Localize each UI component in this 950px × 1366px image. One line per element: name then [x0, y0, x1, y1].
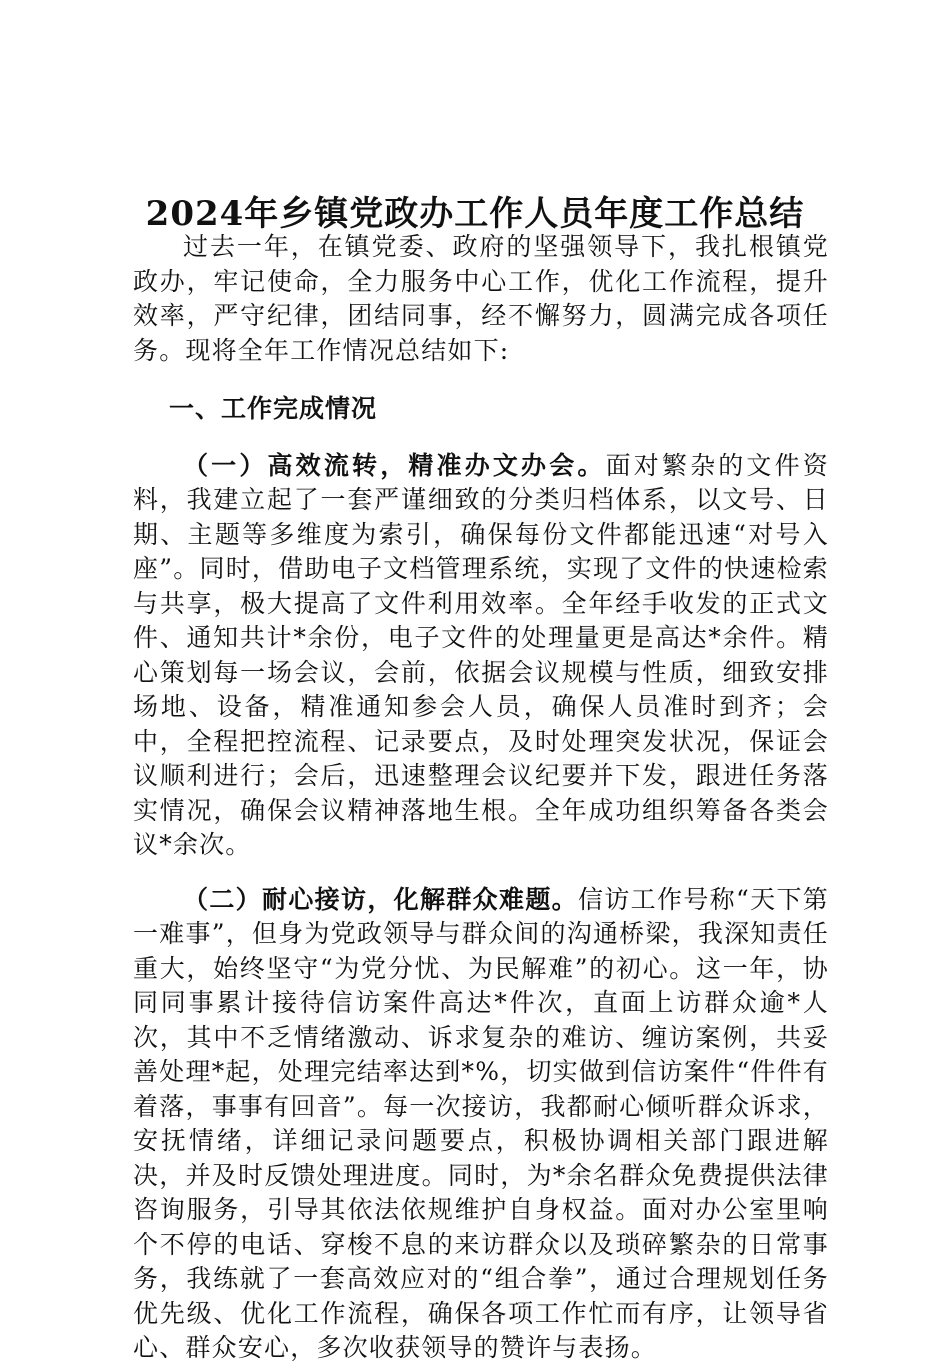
- item-body-2: 信访工作号称“天下第一难事”，但身为党政领导与群众间的沟通桥梁，我深知责任重大，始终坚守“为党分忧、为民解难”的初心。这一年，协同同事累计接待信访案件高达*件次，直面上访群众逾*人次，其中不乏情绪激动、诉求复杂的难访、缠访案例，共妥善处理*起，处理完结率达到*%，切实做到信访案件“件件有着落，事事有回音”。每一次接访，我都耐心倾听群众诉求，安抚情绪，详细记录问题要点，积极协调相关部门跟进解决，并及时反馈处理进度。同时，为*余名群众免费提供法律咨询服务，引导其依法依规维护自身权益。面对办公室里响个不停的电话、穿梭不息的来访群众以及琐碎繁杂的日常事务，我练就了一套高效应对的“组合拳”，通过合理规划任务优先级、优化工作流程，确保各项工作忙而有序，让领导省心、群众安心，多次收获领导的赞许与表扬。: [133, 884, 829, 1362]
- item-body-1: 面对繁杂的文件资料，我建立起了一套严谨细致的分类归档体系，以文号、日期、主题等多维度为索引，确保每份文件都能迅速“对号入座”。同时，借助电子文档管理系统，实现了文件的快速检索与共享，极大提高了文件利用效率。全年经手收发的正式文件、通知共计*余份，电子文件的处理量更是高达*余件。精心策划每一场会议，会前，依据会议规模与性质，细致安排场地、设备，精准通知参会人员，确保人员准时到齐；会中，全程把控流程、记录要点，及时处理突发状况，保证会议顺利进行；会后，迅速整理会议纪要并下发，跟进任务落实情况，确保会议精神落地生根。全年成功组织筹备各类会议*余次。: [133, 450, 829, 859]
- document-title: 2024年乡镇党政办工作人员年度工作总结: [145, 193, 805, 234]
- item-paragraph-1: [133, 449, 829, 863]
- intro-paragraph: 过去一年，在镇党委、政府的坚强领导下，我扎根镇党政办，牢记使命，全力服务中心工作，优化工作流程，提升效率，严守纪律，团结同事，经不懈努力，圆满完成各项任务。现将全年工作情况总结如下:: [133, 232, 829, 365]
- section-heading: 一、工作完成情况: [169, 394, 378, 423]
- item-paragraph-2: [133, 883, 829, 1366]
- item-lead-2: （二）耐心接访，化解群众难题。: [183, 884, 578, 914]
- document-body: [133, 230, 829, 1366]
- item-lead-1: （一）高效流转，精准办文办会。: [183, 450, 606, 480]
